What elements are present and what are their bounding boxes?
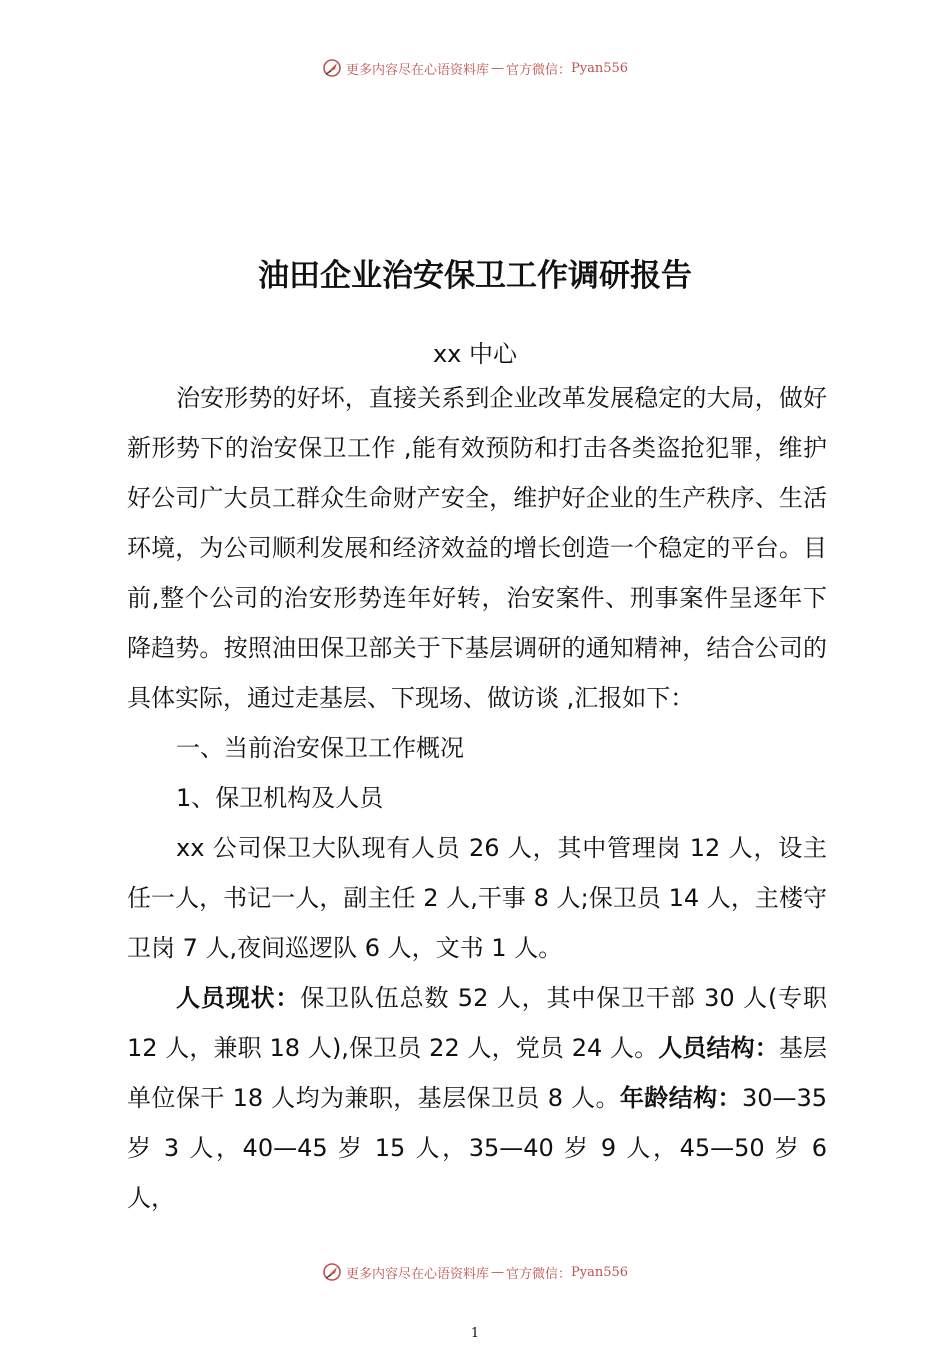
intro-paragraph: 治安形势的好坏，直接关系到企业改革发展稳定的大局，做好新形势下的治安保卫工作 ,能有效预防和打击各类盗抢犯罪，维护好公司广大员工群众生命财产安全，维护好企业的生产秩序、生活环境，为公司顺利发展和经济效益的增长创造一个稳定的平台。目前,整个公司的治安形势连年好转，治安案件、刑事案件呈逐年下降趋势。按照油田保卫部关于下基层调研的通知精神，结合公司的具体实际，通过走基层、下现场、做访谈 ,汇报如下： — [127, 384, 827, 712]
page-number: 1 — [470, 1326, 480, 1341]
section-heading: 一、当前治安保卫工作概况 — [176, 734, 464, 762]
quill-logo-icon — [322, 58, 342, 78]
banner-separator: — — [490, 1264, 504, 1280]
stats-paragraph — [127, 973, 827, 1223]
banner-contact-id: Pyan556 — [571, 60, 629, 76]
quill-logo-icon — [322, 1262, 342, 1282]
document-title: 油田企业治安保卫工作调研报告 — [258, 258, 692, 294]
footer-watermark-banner — [0, 1262, 950, 1282]
banner-contact-label: 官方微信： — [505, 1266, 571, 1282]
stats-text-age: 30—35 岁 3 人，40—45 岁 15 人，35—40 岁 9 人，45—50 岁 6 人， — [127, 1084, 828, 1212]
subsection-heading: 1、保卫机构及人员 — [176, 784, 384, 812]
stats-label-age: 年龄结构： — [619, 1084, 742, 1112]
stats-text-structure: 基层单位保干 18 人均为兼职，基层保卫员 8 人。 — [127, 1034, 828, 1112]
header-watermark-banner — [0, 58, 950, 78]
document-author: xx 中心 — [432, 340, 518, 368]
banner-contact-label: 官方微信： — [505, 62, 571, 78]
stats-label-structure: 人员结构： — [658, 1034, 779, 1062]
stats-text-status: 保卫队伍总数 52 人，其中保卫干部 30 人(专职 12 人，兼职 18 人),保卫员 22 人，党员 24 人。 — [127, 984, 828, 1062]
staffing-paragraph: xx 公司保卫大队现有人员 26 人，其中管理岗 12 人，设主任一人，书记一人，副主任 2 人,干事 8 人;保卫员 14 人，主楼守卫岗 7 人,夜间巡逻队 6 人，文书 1 人。 — [127, 834, 827, 962]
stats-label-status: 人员现状： — [176, 984, 301, 1012]
banner-site-text: 更多内容尽在心语资料库 — [345, 1266, 489, 1282]
banner-contact-id: Pyan556 — [571, 1264, 629, 1280]
banner-separator: — — [490, 60, 504, 76]
banner-site-text: 更多内容尽在心语资料库 — [345, 62, 489, 78]
document-body — [127, 373, 827, 1223]
